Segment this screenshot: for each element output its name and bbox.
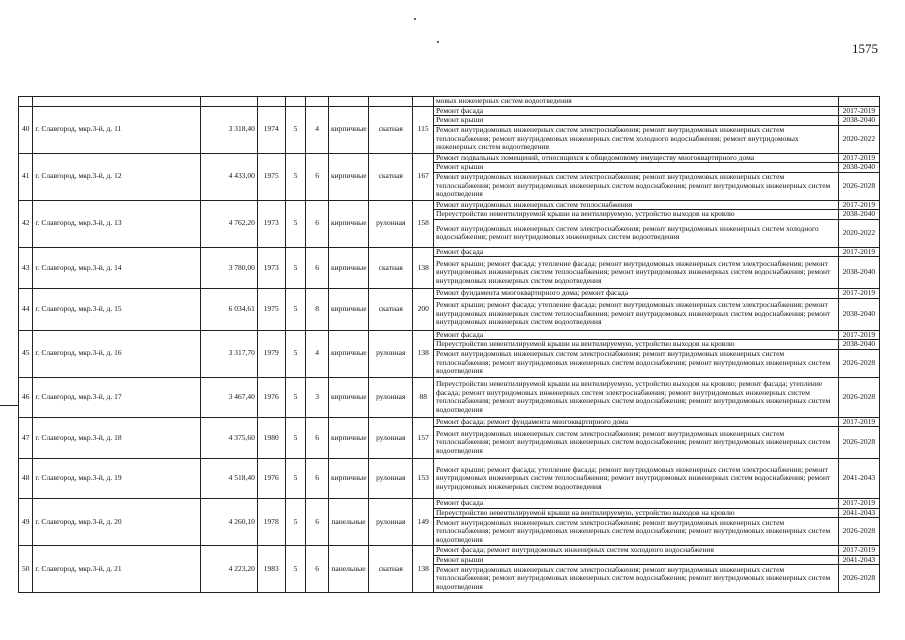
row-number: 49 (19, 499, 33, 546)
row-number: 41 (19, 153, 33, 200)
work-description: Переустройство невентилируемой крыши на вентилируемую, устройство выходов на кровлю (433, 340, 838, 350)
address-cell: г. Славгород, мкр.3-й, д. 15 (33, 289, 201, 331)
entrances-cell: 6 (306, 247, 329, 289)
floors-cell: 5 (285, 546, 306, 593)
apartments-cell: 138 (413, 330, 434, 377)
work-description: Ремонт внутридомовых инженерных систем электроснабжения; ремонт внутридомовых инженерных систем теплоснабжения; ремонт внутридомовых инженерных систем холодного водоснабжения; ремонт внутридомовых инженерных систем водоотведения (433, 125, 838, 153)
floors-cell: 5 (285, 289, 306, 331)
work-description: Ремонт фасада (433, 247, 838, 257)
register-body (19, 97, 880, 593)
wall-material-cell: панельные (328, 499, 368, 546)
row-number: 45 (19, 330, 33, 377)
address-cell: г. Славгород, мкр.3-й, д. 21 (33, 546, 201, 593)
year-cell: 1983 (257, 546, 285, 593)
work-description: Ремонт крыши (433, 116, 838, 126)
work-period: 2038-2040 (838, 257, 879, 289)
area-cell: 3 467,40 (201, 377, 258, 417)
row-number: 42 (19, 200, 33, 247)
area-cell: 4 762,20 (201, 200, 258, 247)
work-period: 2017-2019 (838, 106, 879, 116)
wall-material-cell: кирпичные (328, 289, 368, 331)
wall-material-cell: кирпичные (328, 153, 368, 200)
apartments-cell: 138 (413, 247, 434, 289)
area-cell: 4 260,10 (201, 499, 258, 546)
entrances-cell: 6 (306, 546, 329, 593)
year-cell: 1975 (257, 153, 285, 200)
work-description: Переустройство невентилируемой крыши на вентилируемую, устройство выходов на кровлю (433, 210, 838, 220)
address-cell: г. Славгород, мкр.3-й, д. 17 (33, 377, 201, 417)
address-cell: г. Славгород, мкр.3-й, д. 16 (33, 330, 201, 377)
continuation-row (19, 97, 880, 107)
work-period: 2026-2028 (838, 518, 879, 546)
work-description: Ремонт фасада; ремонт внутридомовых инженерных систем холодного водоснабжения (433, 546, 838, 556)
apartments-cell: 158 (413, 200, 434, 247)
work-description: Переустройство невентилируемой крыши на вентилируемую, устройство выходов на кровлю (433, 508, 838, 518)
wall-material-cell: кирпичные (328, 330, 368, 377)
address-cell: г. Славгород, мкр.3-й, д. 12 (33, 153, 201, 200)
apartments-cell: 167 (413, 153, 434, 200)
work-period: 2026-2028 (838, 349, 879, 377)
wall-material-cell: кирпичные (328, 200, 368, 247)
roof-type-cell: скатная (369, 546, 413, 593)
work-description: Ремонт крыши (433, 163, 838, 173)
work-period: 2017-2019 (838, 417, 879, 427)
row-number: 44 (19, 289, 33, 331)
work-description: Ремонт внутридомовых инженерных систем электроснабжения; ремонт внутридомовых инженерных систем теплоснабжения; ремонт внутридомовых инженерных систем водоснабжения; ремонт внутридомовых инженерных систем водоотведения (433, 565, 838, 593)
entrances-cell: 6 (306, 200, 329, 247)
apartments-cell: 153 (413, 459, 434, 499)
work-period: 2017-2019 (838, 289, 879, 299)
work-description: Ремонт фасада; ремонт фундамента многоквартирного дома (433, 417, 838, 427)
area-cell: 4 223,20 (201, 546, 258, 593)
entrances-cell: 3 (306, 377, 329, 417)
year-cell: 1973 (257, 200, 285, 247)
work-period: 2026-2028 (838, 377, 879, 417)
housing-register-table (18, 96, 880, 593)
area-cell: 3 317,70 (201, 330, 258, 377)
apartments-cell: 88 (413, 377, 434, 417)
table-row (19, 330, 880, 340)
roof-type-cell: рулонная (369, 330, 413, 377)
wall-material-cell: кирпичные (328, 417, 368, 459)
entrances-cell: 6 (306, 459, 329, 499)
work-description: Ремонт внутридомовых инженерных систем электроснабжения; ремонт внутридомовых инженерных систем теплоснабжения; ремонт внутридомовых инженерных систем водоснабжения; ремонт внутридомовых инженерных систем водоотведения (433, 349, 838, 377)
roof-type-cell: скатная (369, 106, 413, 153)
work-period: 2017-2019 (838, 499, 879, 509)
apartments-cell: 115 (413, 106, 434, 153)
work-description: Ремонт внутридомовых инженерных систем теплоснабжения (433, 200, 838, 210)
table-row (19, 106, 880, 116)
floors-cell: 5 (285, 106, 306, 153)
work-period: 2017-2019 (838, 200, 879, 210)
row-number: 40 (19, 106, 33, 153)
floors-cell: 5 (285, 499, 306, 546)
year-cell: 1979 (257, 330, 285, 377)
work-period: 2038-2040 (838, 210, 879, 220)
margin-mark (0, 405, 18, 406)
work-description: Ремонт крыши; ремонт фасада; утепление фасада; ремонт внутридомовых инженерных систем электроснабжения; ремонт внутридомовых инженерных систем теплоснабжения; ремонт внутридомовых инженерных систем водоснабжения; ремонт внутридомовых инженерных систем водоотведения (433, 459, 838, 499)
area-cell: 6 034,61 (201, 289, 258, 331)
entrances-cell: 6 (306, 153, 329, 200)
work-period: 2038-2040 (838, 340, 879, 350)
roof-type-cell: рулонная (369, 200, 413, 247)
area-cell: 3 318,40 (201, 106, 258, 153)
area-cell: 4 433,00 (201, 153, 258, 200)
floors-cell: 5 (285, 377, 306, 417)
floors-cell: 5 (285, 247, 306, 289)
wall-material-cell: кирпичные (328, 459, 368, 499)
entrances-cell: 8 (306, 289, 329, 331)
work-period: 2020-2022 (838, 125, 879, 153)
work-description: Ремонт фасада (433, 106, 838, 116)
table-row (19, 377, 880, 417)
scan-speck (414, 18, 416, 20)
work-description: Ремонт крыши; ремонт фасада; утепление фасада; ремонт внутридомовых инженерных систем электроснабжения; ремонт внутридомовых инженерных систем теплоснабжения; ремонт внутридомовых инженерных систем водоснабжения; ремонт внутридомовых инженерных систем водоотведения (433, 257, 838, 289)
work-period: 2041-2043 (838, 555, 879, 565)
floors-cell: 5 (285, 153, 306, 200)
work-period: 2017-2019 (838, 546, 879, 556)
address-cell: г. Славгород, мкр.3-й, д. 13 (33, 200, 201, 247)
work-description: Ремонт внутридомовых инженерных систем электроснабжения; ремонт внутридомовых инженерных систем холодного водоснабжения; ремонт внутридомовых инженерных систем водоотведения (433, 219, 838, 247)
apartments-cell: 200 (413, 289, 434, 331)
table-row (19, 459, 880, 499)
address-cell: г. Славгород, мкр.3-й, д. 11 (33, 106, 201, 153)
work-period: 2041-2043 (838, 459, 879, 499)
row-number: 46 (19, 377, 33, 417)
area-cell: 4 375,60 (201, 417, 258, 459)
work-period: 2038-2040 (838, 163, 879, 173)
floors-cell: 5 (285, 459, 306, 499)
row-number: 47 (19, 417, 33, 459)
year-cell: 1973 (257, 247, 285, 289)
address-cell: г. Славгород, мкр.3-й, д. 19 (33, 459, 201, 499)
roof-type-cell: рулонная (369, 417, 413, 459)
floors-cell: 5 (285, 417, 306, 459)
table-row (19, 200, 880, 210)
year-cell: 1975 (257, 289, 285, 331)
work-period: 2026-2028 (838, 427, 879, 459)
entrances-cell: 4 (306, 106, 329, 153)
address-cell: г. Славгород, мкр.3-й, д. 20 (33, 499, 201, 546)
floors-cell: 5 (285, 330, 306, 377)
table-row (19, 499, 880, 509)
area-cell: 4 518,40 (201, 459, 258, 499)
row-number: 43 (19, 247, 33, 289)
work-period: 2017-2019 (838, 330, 879, 340)
roof-type-cell: скатная (369, 289, 413, 331)
floors-cell: 5 (285, 200, 306, 247)
work-period: 2017-2019 (838, 153, 879, 163)
row-number: 50 (19, 546, 33, 593)
scan-speck (437, 41, 439, 43)
work-description: Ремонт внутридомовых инженерных систем электроснабжения; ремонт внутридомовых инженерных систем теплоснабжения; ремонт внутридомовых инженерных систем водоснабжения; ремонт внутридомовых инженерных систем водоотведения (433, 427, 838, 459)
year-cell: 1976 (257, 459, 285, 499)
work-description: Ремонт фасада (433, 499, 838, 509)
year-cell: 1980 (257, 417, 285, 459)
roof-type-cell: рулонная (369, 377, 413, 417)
wall-material-cell: панельные (328, 546, 368, 593)
table-row (19, 247, 880, 257)
area-cell: 3 780,00 (201, 247, 258, 289)
table-row (19, 153, 880, 163)
table-row (19, 546, 880, 556)
row-number: 48 (19, 459, 33, 499)
continuation-text: мовых инженерных систем водоотведения (433, 97, 838, 107)
year-cell: 1976 (257, 377, 285, 417)
apartments-cell: 157 (413, 417, 434, 459)
work-period: 2041-2043 (838, 508, 879, 518)
apartments-cell: 138 (413, 546, 434, 593)
work-period: 2038-2040 (838, 298, 879, 330)
work-description: Ремонт крыши (433, 555, 838, 565)
work-description: Ремонт внутридомовых инженерных систем электроснабжения; ремонт внутридомовых инженерных систем теплоснабжения; ремонт внутридомовых инженерных систем водоснабжения; ремонт внутридомовых инженерных систем водоотведения (433, 518, 838, 546)
work-period: 2020-2022 (838, 219, 879, 247)
wall-material-cell: кирпичные (328, 106, 368, 153)
entrances-cell: 6 (306, 499, 329, 546)
page-number: 1575 (852, 41, 878, 56)
wall-material-cell: кирпичные (328, 247, 368, 289)
work-description: Ремонт фасада (433, 330, 838, 340)
work-description: Переустройство невентилируемой крыши на вентилируемую, устройство выходов на кровлю; ремонт фасада; утепление фасада; ремонт внутридомовых инженерных систем электроснабжения; ремонт внутридомовых инженерных систем теплоснабжения; ремонт внутридомовых инженерных систем водоснабжения; ремонт внутридомовых инженерных систем водоотведения (433, 377, 838, 417)
roof-type-cell: скатная (369, 153, 413, 200)
work-description: Ремонт крыши; ремонт фасада; утепление фасада; ремонт внутридомовых инженерных систем электроснабжения; ремонт внутридомовых инженерных систем теплоснабжения; ремонт внутридомовых инженерных систем водоснабжения; ремонт внутридомовых инженерных систем водоотведения (433, 298, 838, 330)
entrances-cell: 6 (306, 417, 329, 459)
roof-type-cell: рулонная (369, 459, 413, 499)
table-row (19, 289, 880, 299)
work-period: 2026-2028 (838, 565, 879, 593)
work-period: 2026-2028 (838, 172, 879, 200)
apartments-cell: 149 (413, 499, 434, 546)
address-cell: г. Славгород, мкр.3-й, д. 18 (33, 417, 201, 459)
work-period: 2038-2040 (838, 116, 879, 126)
work-description: Ремонт фундамента многоквартирного дома; ремонт фасада (433, 289, 838, 299)
work-description: Ремонт внутридомовых инженерных систем электроснабжения; ремонт внутридомовых инженерных систем теплоснабжения; ремонт внутридомовых инженерных систем водоснабжения; ремонт внутридомовых инженерных систем водоотведения (433, 172, 838, 200)
work-period: 2017-2019 (838, 247, 879, 257)
work-description: Ремонт подвальных помещений, относящихся к общедомовому имуществу многоквартирного дома (433, 153, 838, 163)
year-cell: 1974 (257, 106, 285, 153)
year-cell: 1978 (257, 499, 285, 546)
entrances-cell: 4 (306, 330, 329, 377)
address-cell: г. Славгород, мкр.3-й, д. 14 (33, 247, 201, 289)
table-row (19, 417, 880, 427)
roof-type-cell: скатная (369, 247, 413, 289)
roof-type-cell: рулонная (369, 499, 413, 546)
wall-material-cell: кирпичные (328, 377, 368, 417)
